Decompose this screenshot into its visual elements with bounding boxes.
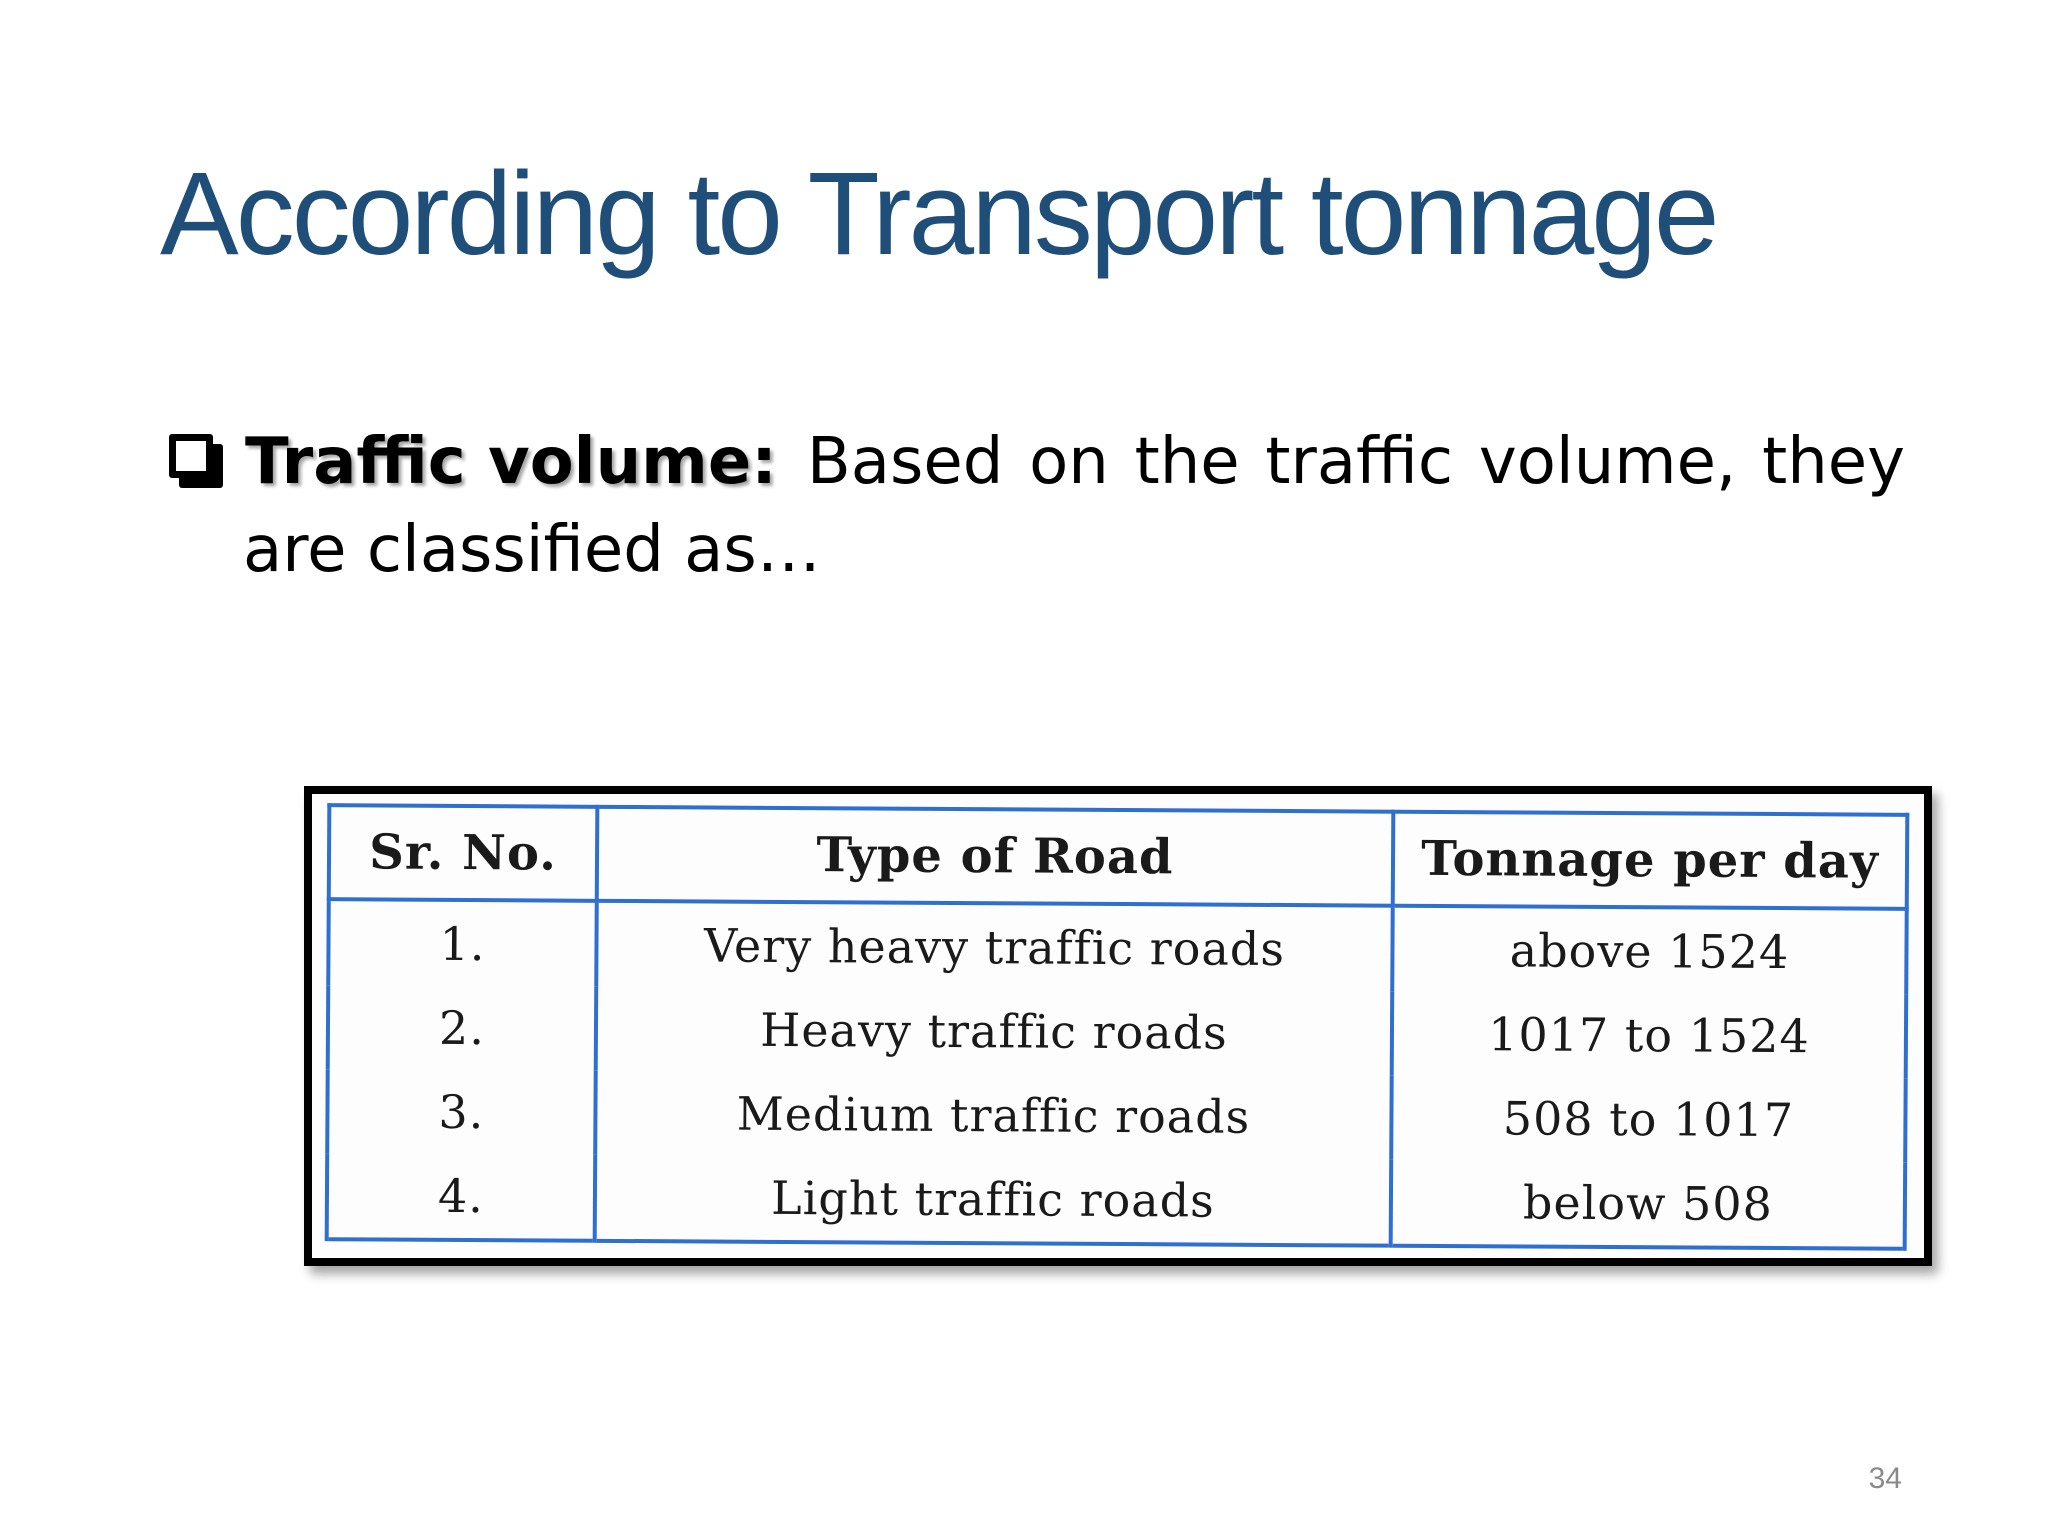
bullet-word: on — [1029, 425, 1109, 499]
table-row — [328, 899, 1906, 995]
cell-sr-no: 2. — [328, 985, 597, 1071]
bullet-word: Based — [806, 425, 1004, 499]
cell-sr-no: 4. — [327, 1153, 596, 1241]
header-tonnage-per-day: Tonnage per day — [1393, 812, 1908, 909]
cell-type-of-road: Very heavy traffic roads — [596, 901, 1393, 992]
bullet-point — [165, 418, 1905, 594]
bullet-word: volume, — [1478, 425, 1737, 499]
table-row — [328, 985, 1906, 1079]
header-sr-no: Sr. No. — [329, 805, 598, 901]
slide-title: According to Transport tonnage — [160, 148, 1717, 280]
table-image-frame — [304, 786, 1932, 1266]
bullet-text-line-1 — [807, 418, 1905, 506]
cell-tonnage: above 1524 — [1392, 906, 1907, 995]
bullet-word: they — [1762, 425, 1905, 499]
cell-type-of-road: Heavy traffic roads — [596, 987, 1392, 1076]
cell-sr-no: 3. — [327, 1069, 596, 1155]
cell-tonnage: 508 to 1017 — [1391, 1076, 1906, 1163]
cell-tonnage: below 508 — [1391, 1160, 1906, 1249]
page-number: 34 — [1868, 1462, 1902, 1495]
bullet-line-2: are classified as… — [243, 513, 821, 587]
table-row — [327, 1153, 1905, 1249]
bullet-word: the — [1134, 425, 1240, 499]
bullet-line-1 — [165, 418, 1905, 506]
cell-sr-no: 1. — [328, 899, 597, 987]
header-type-of-road: Type of Road — [597, 807, 1394, 906]
cell-type-of-road: Light traffic roads — [595, 1155, 1392, 1246]
table-header-row — [329, 805, 1908, 909]
table-row — [327, 1069, 1905, 1163]
road-classification-table — [325, 803, 1910, 1251]
cell-tonnage: 1017 to 1524 — [1392, 992, 1907, 1079]
bullet-label: Traffic volume: — [245, 425, 777, 499]
checkbox-bullet-icon — [165, 430, 229, 494]
bullet-word: traffic — [1265, 425, 1454, 499]
cell-type-of-road: Medium traffic roads — [595, 1071, 1391, 1160]
